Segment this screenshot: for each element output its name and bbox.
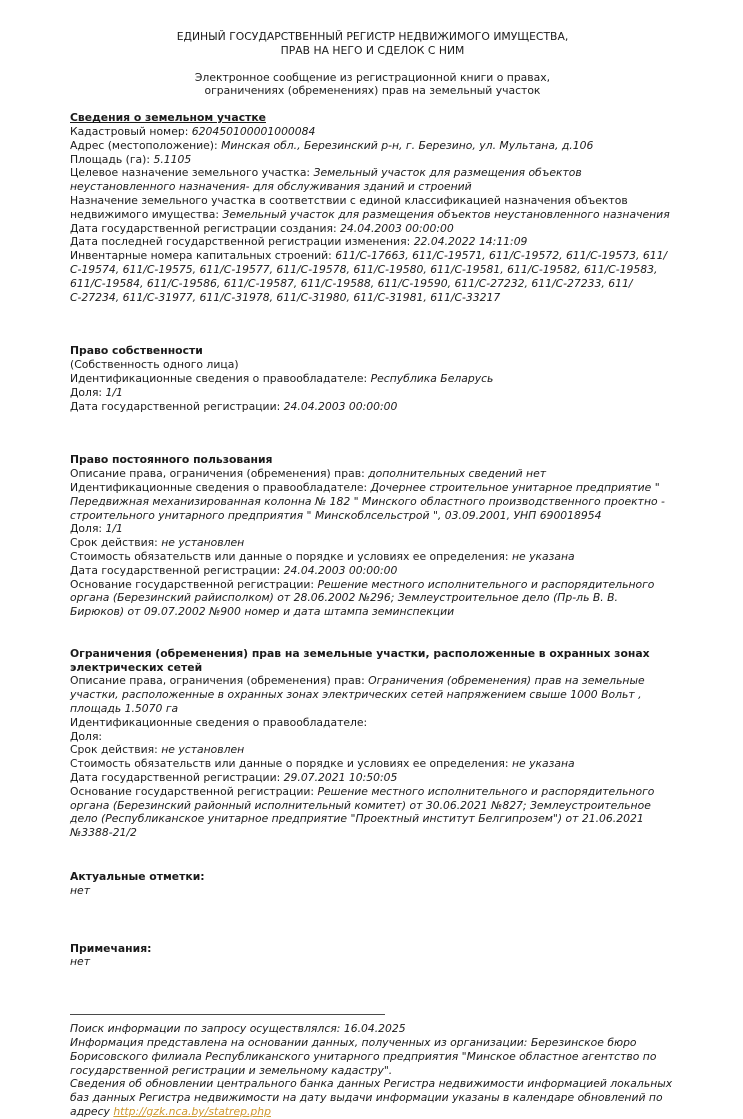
field-line <box>70 730 675 744</box>
footer <box>70 1014 675 1119</box>
section-permanent-use-right <box>70 453 675 619</box>
section-permanent-use-fields <box>70 467 675 619</box>
document-subtitle <box>70 71 675 99</box>
field-label: Инвентарные номера капитальных строений: <box>70 249 336 263</box>
section-notes-fields <box>70 955 675 969</box>
field-value: 1/1 <box>105 385 123 399</box>
field-line <box>70 674 675 715</box>
field-line <box>70 522 675 536</box>
field-label: Идентификационные сведения о правообладателе: <box>70 371 371 385</box>
section-parcel-fields <box>70 125 675 304</box>
field-label: Идентификационные сведения о правообладателе: <box>70 480 371 494</box>
field-line <box>70 194 675 222</box>
field-value: 24.04.2003 00:00:00 <box>283 399 398 413</box>
section-permanent-use-heading: Право постоянного пользования <box>70 453 273 467</box>
field-line <box>70 1036 675 1077</box>
field-value: Земельный участок для размещения объектов неустановленного назначения- для обслуживания зданий и строений <box>70 166 582 194</box>
field-value: Дочернее строительное унитарное предприятие " Передвижная механизированная колонна № 182 " Минского областного производственного проектно - строительного унитарного предприятия " Минскоблсельстрой ", 03.09.2001, УНП 690018954 <box>70 480 665 522</box>
field-line <box>70 743 675 757</box>
field-value: Республика Беларусь <box>370 371 494 385</box>
field-label: Дата государственной регистрации создания: <box>70 221 341 235</box>
field-line <box>70 578 675 619</box>
section-actual-marks-fields <box>70 884 675 898</box>
field-value: не указана <box>511 757 575 771</box>
document-title-line2: ПРАВ НА НЕГО И СДЕЛОК С НИМ <box>280 43 465 57</box>
field-line <box>70 125 675 139</box>
field-line <box>70 467 675 481</box>
field-label: Стоимость обязательств или данные о порядке и условиях ее определения: <box>70 757 512 771</box>
field-line <box>70 153 675 167</box>
field-value: 29.07.2021 10:50:05 <box>283 771 398 785</box>
field-value: Земельный участок для размещения объектов неустановленного назначения <box>222 207 670 221</box>
field-value: 24.04.2003 00:00:00 <box>340 221 454 235</box>
field-line <box>70 235 675 249</box>
field-label: Основание государственной регистрации: <box>70 577 318 591</box>
field-line <box>70 249 675 304</box>
section-ownership-fields <box>70 358 675 413</box>
section-ownership-heading: Право собственности <box>70 344 203 358</box>
field-label: Дата государственной регистрации: <box>70 771 284 785</box>
field-line <box>70 358 675 372</box>
section-restrictions-heading: Ограничения (обременения) прав на земельные участки, расположенные в охранных зонах электрических сетей <box>70 646 650 674</box>
field-line <box>70 757 675 771</box>
field-line <box>70 564 675 578</box>
field-label: Назначение земельного участка в соответствии с единой классификацией назначения объектов недвижимого имущества: <box>70 193 628 221</box>
field-value: нет <box>70 955 90 969</box>
document-title-line1: ЕДИНЫЙ ГОСУДАРСТВЕННЫЙ РЕГИСТР НЕДВИЖИМОГО ИМУЩЕСТВА, <box>176 30 569 43</box>
field-line <box>70 1022 675 1036</box>
field-value: 620450100001000084 <box>191 124 316 138</box>
section-restrictions-fields <box>70 674 675 840</box>
field-label: Срок действия: <box>70 743 162 757</box>
field-label: Адрес (местоположение): <box>70 138 222 152</box>
document-subtitle-line2: ограничениях (обременениях) прав на земельный участок <box>204 84 541 98</box>
section-restrictions <box>70 647 675 840</box>
footer-link-prefix: адресу <box>70 1105 114 1119</box>
field-value: Решение местного исполнительного и распорядительного органа (Березинский районный исполнительный комитет) от 30.06.2021 №827; Землеустроительное дело (Республиканское унитарное предприятие "Проектный институт Белгипрозем") от 21.06.2021 №3388-21/2 <box>70 784 655 840</box>
field-value: 1/1 <box>105 522 123 536</box>
field-label: Описание права, ограничения (обременения) прав: <box>70 674 369 688</box>
field-label: Доля: <box>70 729 103 743</box>
field-label: Описание права, ограничения (обременения) прав: <box>70 467 369 481</box>
document-title <box>70 30 675 58</box>
field-value: Ограничения (обременения) прав на земельные участки, расположенные в охранных зонах электрических сетей напряжением свыше 1000 Вольт , площадь 1.5070 га <box>70 674 645 716</box>
field-line <box>70 716 675 730</box>
field-value: Информация представлена на основании данных, полученных из организации: Березинское бюро Борисовского филиала Республиканского унитарного предприятия "Минское областное агентство по государственной регистрации и земельному кадастру". <box>70 1036 657 1077</box>
field-label: Площадь (га): <box>70 152 154 166</box>
field-line <box>70 1077 675 1105</box>
field-label: Целевое назначение земельного участка: <box>70 166 314 180</box>
field-line <box>70 400 675 414</box>
section-notes <box>70 942 675 970</box>
section-ownership-right <box>70 344 675 413</box>
field-line <box>70 222 675 236</box>
field-line <box>70 481 675 522</box>
field-value: Сведения об обновлении центрального банка данных Регистра недвижимости информацией локальных баз данных Регистра недвижимости на дату выдачи информации указаны в календаре обновлений по <box>70 1077 673 1105</box>
statrep-link[interactable]: http://gzk.nca.by/statrep.php <box>113 1105 271 1119</box>
field-label: Дата государственной регистрации: <box>70 563 284 577</box>
field-line <box>70 386 675 400</box>
field-value: не указана <box>511 549 575 563</box>
section-actual-marks-heading: Актуальные отметки: <box>70 870 205 884</box>
field-label: Идентификационные сведения о правообладателе: <box>70 715 368 729</box>
field-value: не установлен <box>161 743 245 757</box>
field-value: 24.04.2003 00:00:00 <box>283 563 398 577</box>
field-value: не установлен <box>161 536 245 550</box>
field-label: Основание государственной регистрации: <box>70 784 318 798</box>
field-label: (Собственность одного лица) <box>70 358 239 372</box>
field-label: Кадастровый номер: <box>70 124 192 138</box>
section-parcel-heading: Сведения о земельном участке <box>70 111 266 125</box>
field-line <box>70 372 675 386</box>
section-parcel-info <box>70 111 675 304</box>
field-value: Минская обл., Березинский р-н, г. Березино, ул. Мультана, д.106 <box>221 138 594 152</box>
section-notes-heading: Примечания: <box>70 941 152 955</box>
field-line <box>70 771 675 785</box>
field-label: Доля: <box>70 522 106 536</box>
field-line <box>70 550 675 564</box>
field-value: Поиск информации по запросу осуществлялся: 16.04.2025 <box>70 1022 406 1036</box>
field-line <box>70 884 675 898</box>
field-label: Доля: <box>70 385 106 399</box>
field-line <box>70 955 675 969</box>
field-value: дополнительных сведений нет <box>368 467 547 481</box>
section-actual-marks <box>70 870 675 898</box>
field-value: 5.1105 <box>153 152 192 166</box>
field-value: 22.04.2022 14:11:09 <box>413 235 528 249</box>
field-label: Стоимость обязательств или данные о порядке и условиях ее определения: <box>70 549 512 563</box>
field-label: Срок действия: <box>70 536 162 550</box>
footer-link-line <box>70 1105 675 1119</box>
field-value: нет <box>70 883 90 897</box>
field-label: Дата последней государственной регистрации изменения: <box>70 235 414 249</box>
field-label: Дата государственной регистрации: <box>70 399 284 413</box>
footer-lines <box>70 1022 675 1105</box>
field-value: 611/С-17663, 611/С-19571, 611/С-19572, 611/С-19573, 611/С-19574, 611/С-19575, 611/С-19577, 611/С-19578, 611/С-19580, 611/С-19581, 611/С-19582, 611/С-19583, 611/С-19584, 611/С-19586, 611/С-19587, 611/С-19588, 611/С-19590, 611/С-27232, 611/С-27233, 611/С-27234, 611/С-31977, 611/С-31978, 611/С-31980, 611/С-31981, 611/С-33217 <box>70 249 668 304</box>
document-subtitle-line1: Электронное сообщение из регистрационной книги о правах, <box>194 70 551 84</box>
field-line <box>70 139 675 153</box>
field-line <box>70 536 675 550</box>
field-line <box>70 785 675 840</box>
field-line <box>70 166 675 194</box>
field-value: Решение местного исполнительного и распорядительного органа (Березинский райисполком) от 28.06.2002 №296; Землеустроительное дело (Пр-ль В. В. Бирюков) от 09.07.2002 №900 номер и дата штампа земинспекции <box>70 577 655 619</box>
footer-separator-line <box>70 1014 385 1015</box>
